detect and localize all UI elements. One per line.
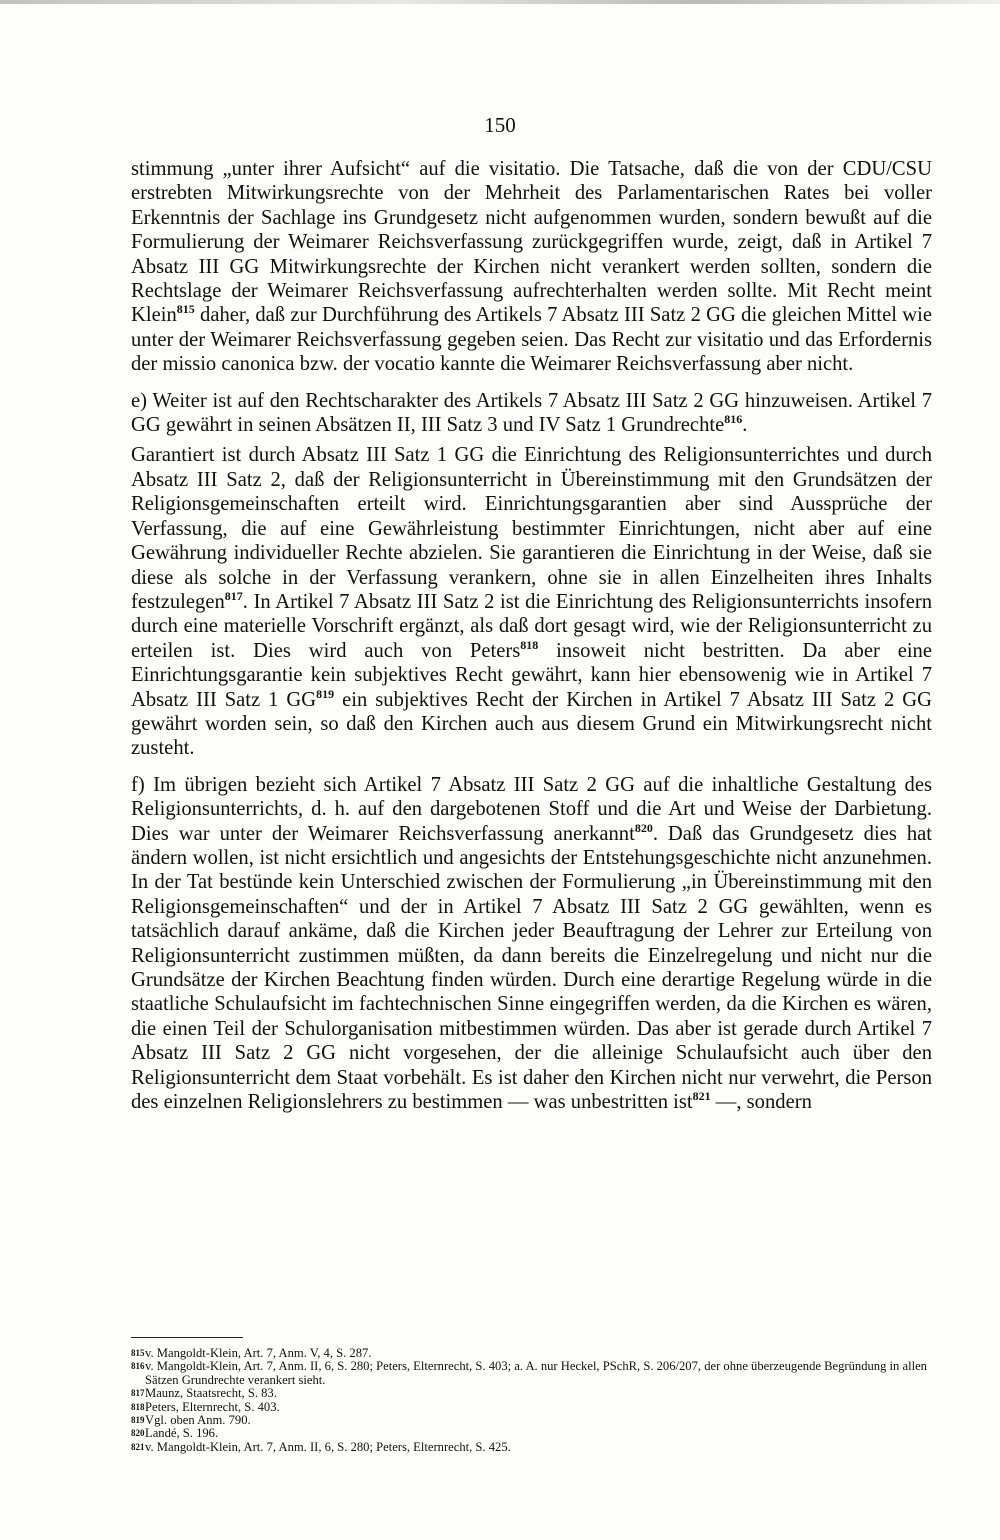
paragraph-e: e) Weiter ist auf den Rechtscharakter des Artikels 7 Absatz III Satz 2 GG hinzuweisen. Artikel 7 GG gewährt in seinen Absätzen II, III Satz 3 und IV Satz 1 Grundrechte$^{816}$. xyxy=(131,389,932,437)
footnote-rule xyxy=(131,1337,243,1338)
page-number: 150 xyxy=(484,113,516,137)
footnote-815: 815 v. Mangoldt-Klein, Art. 7, Anm. V, 4, S. 287. xyxy=(131,1346,372,1360)
footnote-ref-821: 821 xyxy=(692,1089,711,1104)
footnote-ref-818: 818 xyxy=(520,637,539,652)
footnote-818: 818 Peters, Elternrecht, S. 403. xyxy=(131,1399,280,1414)
footnote-821: 821 v. Mangoldt-Klein, Art. 7, Anm. II, 6, S. 280; Peters, Elternrecht, S. 425. xyxy=(131,1439,511,1454)
paragraph-f: f) Im übrigen bezieht sich Artikel 7 Absatz III Satz 2 GG auf die inhaltliche Gestaltung des Religionsunterrichts, d. h. auf den dargebotenen Stoff und die Art und Weise der Darbietung. Dies war unter der Weimarer Reichsverfassung anerkannt$^{820}$. Daß das Grundgesetz dies hat ändern wollen, ist nicht ersichtlich und angesichts der Entstehungsgeschichte nicht anzunehmen. In der Tat bestünde kein Unterschied zwischen der Formulierung „in Übereinstimmung mit den Religionsgemeinschaften“ und der in Artikel 7 Absatz III Satz 2 GG gewählten, wenn es tatsächlich darauf ankäme, daß die Kirchen jeder Beauftragung der Lehrer zur Erteilung von Religionsunterricht zustimmen müßten, da dann bereits die Einzelregelung und nicht nur die Grundsätze der Kirchen Beachtung finden würden. Durch eine derartige Regelung würde in die staatliche Schulaufsicht im fachtechnischen Sinne eingegriffen werden, da die Kirchen es wären, die einen Teil der Schulorganisation mitbestimmen würden. Das aber ist gerade durch Artikel 7 Absatz III Satz 2 GG nicht vorgesehen, der die alleinige Schulaufsicht auch über den Religionsunterricht dem Staat vorbehält. Es ist daher den Kirchen nicht nur verwehrt, die Person des einzelnen Religionslehrers zu bestimmen — was unbestritten ist$^{821}$ —, sondern xyxy=(131,773,932,1114)
footnotes xyxy=(131,1347,932,1454)
body-text xyxy=(131,157,932,1114)
footnote-817: 817 Maunz, Staatsrecht, S. 83. xyxy=(131,1386,277,1401)
footnote-ref-815: 815 xyxy=(176,302,195,317)
paragraph-garantiert: Garantiert ist durch Absatz III Satz 1 GG die Einrichtung des Religionsunterrichtes und durch Absatz III Satz 2, daß der Religionsunterricht in Übereinstimmung mit den Grundsätzen der Religionsgemeinschaften erteilt wird. Einrichtungsgarantien aber sind Aussprüche der Verfassung, die auf eine Gewährleistung bestimmter Einrichtungen, nicht aber auf eine Gewährung individueller Rechte abzielen. Sie garantieren die Einrichtung in der Weise, daß sie diese als solche in der Verfassung verankern, ohne sie in allen Einzelheiten ihres Inhalts festzulegen$^{817}$. In Artikel 7 Absatz III Satz 2 ist die Einrichtung des Religionsunterrichts insofern durch eine materielle Vorschrift ergänzt, als daß dort gesagt wird, wie der Religionsunterricht zu erteilen ist. Dies wird auch von Peters$^{818}$ insoweit nicht bestritten. Da aber eine Einrichtungsgarantie kein subjektives Recht gewährt, kann hier ebensowenig wie in Artikel 7 Absatz III Satz 1 GG$^{819}$ ein subjektives Recht der Kirchen in Artikel 7 Absatz III Satz 2 GG gewährt worden sein, so daß den Kirchen auch aus diesem Grund ein Mitwirkungsrecht nicht zusteht. xyxy=(131,444,932,760)
footnote-816: 816 v. Mangoldt-Klein, Art. 7, Anm. II, 6, S. 280; Peters, Elternrecht, S. 403; a. A. nur Heckel, PSchR, S. 206/207, der ohne überzeugende Begründung in allen Sätzen Grundrechte verankert sieht. xyxy=(131,1359,927,1387)
footnote-ref-816: 816 xyxy=(724,412,743,427)
footnote-ref-819: 819 xyxy=(316,686,335,701)
footnote-819: 819 Vgl. oben Anm. 790. xyxy=(131,1413,251,1428)
scan-edge xyxy=(0,0,1000,4)
footnote-820: 820 Landé, S. 196. xyxy=(131,1426,219,1441)
footnote-ref-817: 817 xyxy=(224,588,243,603)
footnote-ref-820: 820 xyxy=(634,820,653,835)
paragraph-1: stimmung „unter ihrer Aufsicht“ auf die visitatio. Die Tatsache, daß die von der CDU/CSU erstrebten Mitwirkungsrechte von der Mehrheit des Parlamentarischen Rates bei voller Erkenntnis der Sachlage ins Grundgesetz nicht aufgenommen wurden, sondern bewußt auf die Formulierung der Weimarer Reichsverfassung zurückgegriffen wurde, zeigt, daß in Artikel 7 Absatz III GG Mitwirkungsrechte der Kirchen nicht verankert werden sollten, sondern die Rechtslage der Weimarer Reichsverfassung aufrechterhalten werden sollte. Mit Recht meint Klein$^{815}$ daher, daß zur Durchführung des Artikels 7 Absatz III Satz 2 GG die gleichen Mittel wie unter der Weimarer Reichsverfassung gegeben seien. Das Recht zur visitatio und das Erfordernis der missio canonica bzw. der vocatio kannte die Weimarer Reichsverfassung aber nicht. xyxy=(131,158,932,376)
